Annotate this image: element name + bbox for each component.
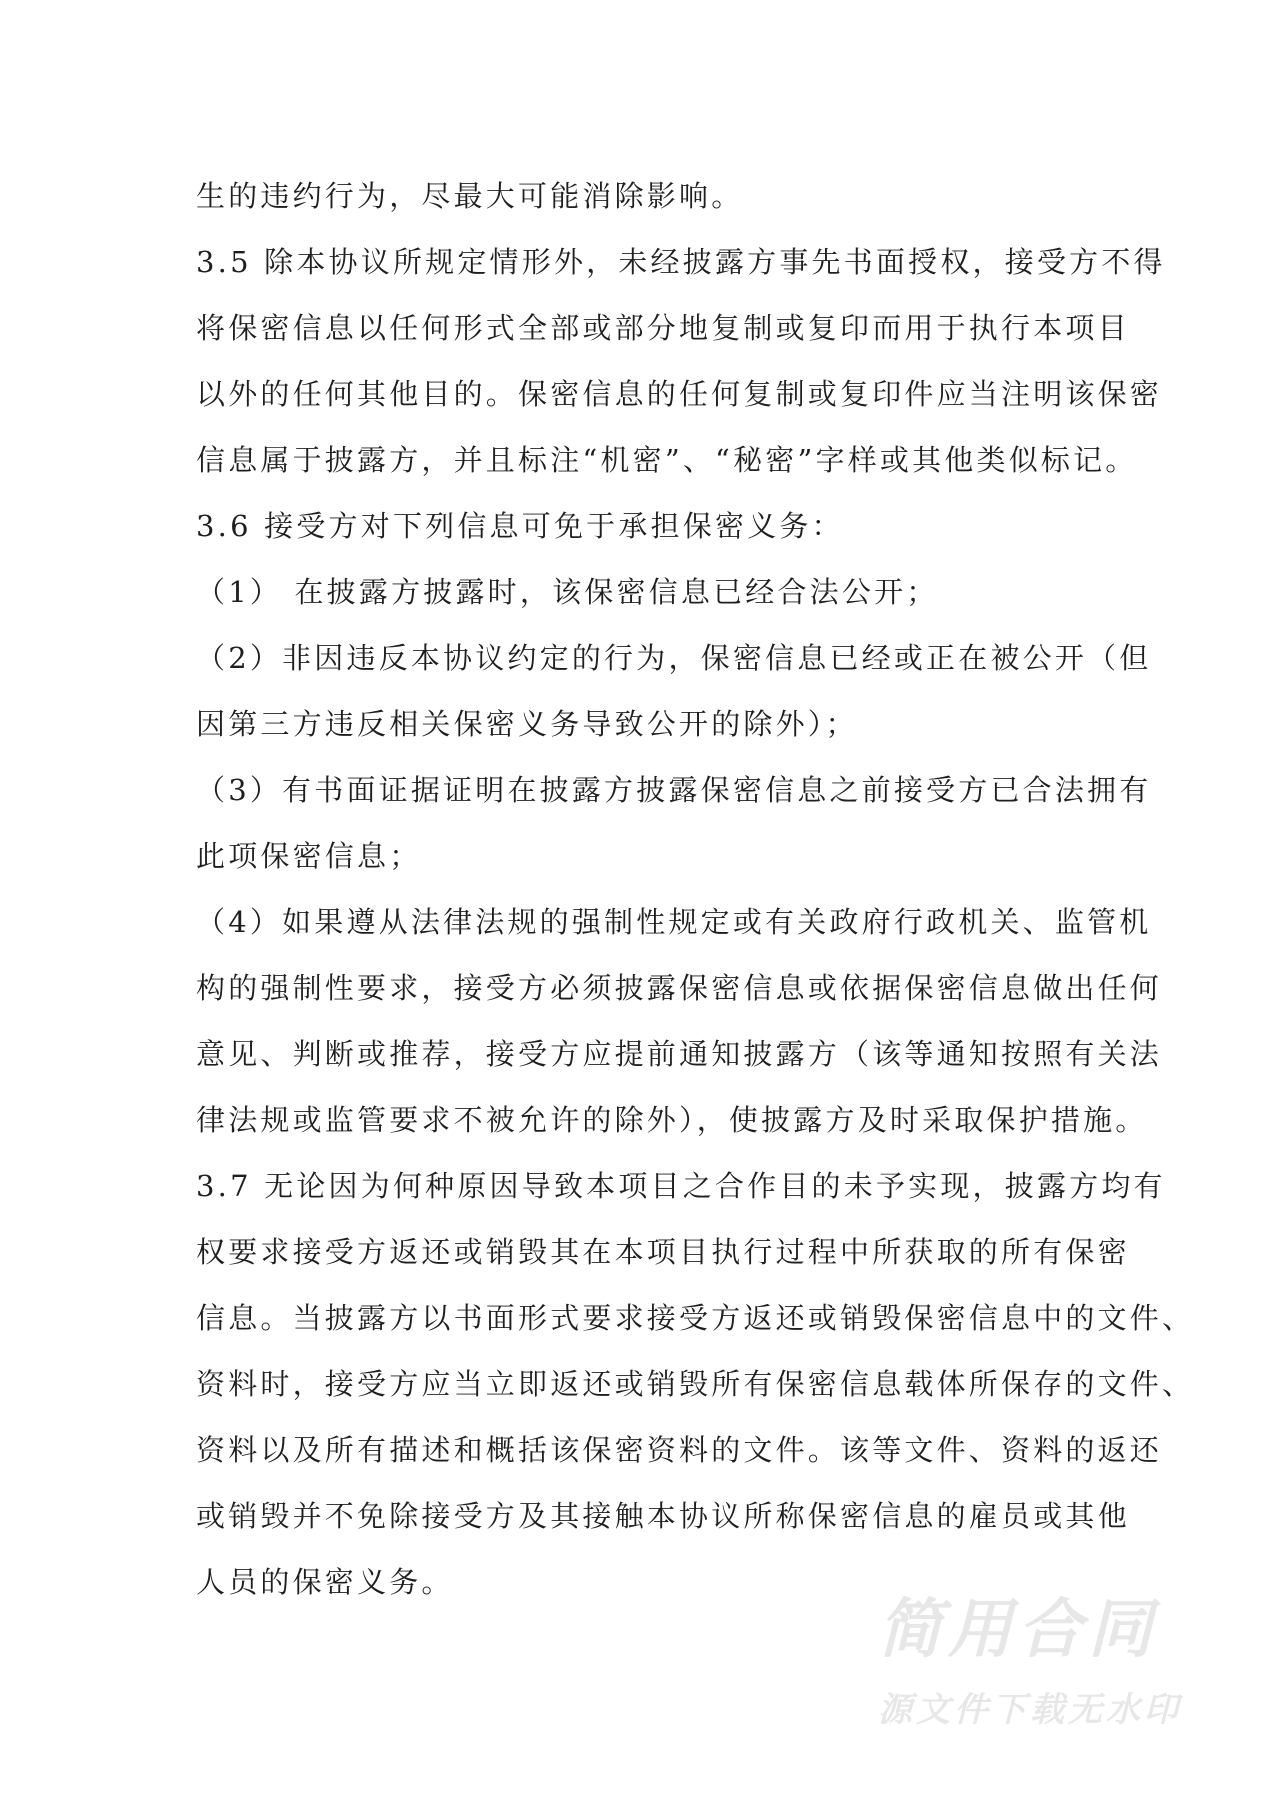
text-line: 信息。当披露方以书面形式要求接受方返还或销毁保密信息中的文件、 [196, 1301, 1195, 1335]
text-line: 3.7 无论因为何种原因导致本项目之合作目的未予实现，披露方均有 [196, 1169, 1166, 1203]
text-line: （3）有书面证据证明在披露方披露保密信息之前接受方已合法拥有 [196, 773, 1152, 807]
text-line: 人员的保密义务。 [196, 1565, 454, 1599]
text-line: （1） 在披露方披露时，该保密信息已经合法公开； [196, 575, 939, 609]
text-line: 构的强制性要求，接受方必须披露保密信息或依据保密信息做出任何 [196, 971, 1163, 1005]
text-line: 此项保密信息； [196, 839, 422, 873]
watermark [878, 1590, 1208, 1734]
text-line: （2）非因违反本协议约定的行为，保密信息已经或正在被公开（但 [196, 641, 1152, 675]
watermark-title: 简用合同 [878, 1593, 1158, 1667]
text-line: 因第三方违反相关保密义务导致公开的除外）； [196, 707, 858, 741]
text-line: 以外的任何其他目的。保密信息的任何复制或复印件应当注明该保密 [196, 377, 1163, 411]
text-line: 3.6 接受方对下列信息可免于承担保密义务： [196, 509, 844, 543]
text-line: 资料时，接受方应当立即返还或销毁所有保密信息载体所保存的文件、 [196, 1367, 1195, 1401]
text-line: 生的违约行为，尽最大可能消除影响。 [196, 179, 744, 213]
text-line: 律法规或监管要求不被允许的除外），使披露方及时采取保护措施。 [196, 1103, 1148, 1137]
text-line: 或销毁并不免除接受方及其接触本协议所称保密信息的雇员或其他 [196, 1499, 1130, 1533]
document-body [196, 163, 1195, 1615]
text-line: （4）如果遵从法律法规的强制性规定或有关政府行政机关、监管机 [196, 905, 1152, 939]
watermark-subtitle: 源文件下载无水印 [878, 1690, 1182, 1730]
text-line: 3.5 除本协议所规定情形外，未经披露方事先书面授权，接受方不得 [196, 245, 1166, 279]
text-line: 资料以及所有描述和概括该保密资料的文件。该等文件、资料的返还 [196, 1433, 1163, 1467]
text-line: 将保密信息以任何形式全部或部分地复制或复印而用于执行本项目 [196, 311, 1130, 345]
text-line: 意见、判断或推荐，接受方应提前通知披露方（该等通知按照有关法 [196, 1037, 1163, 1071]
text-line: 信息属于披露方，并且标注“机密”、“秘密”字样或其他类似标记。 [196, 443, 1138, 477]
text-line: 权要求接受方返还或销毁其在本项目执行过程中所获取的所有保密 [196, 1235, 1130, 1269]
